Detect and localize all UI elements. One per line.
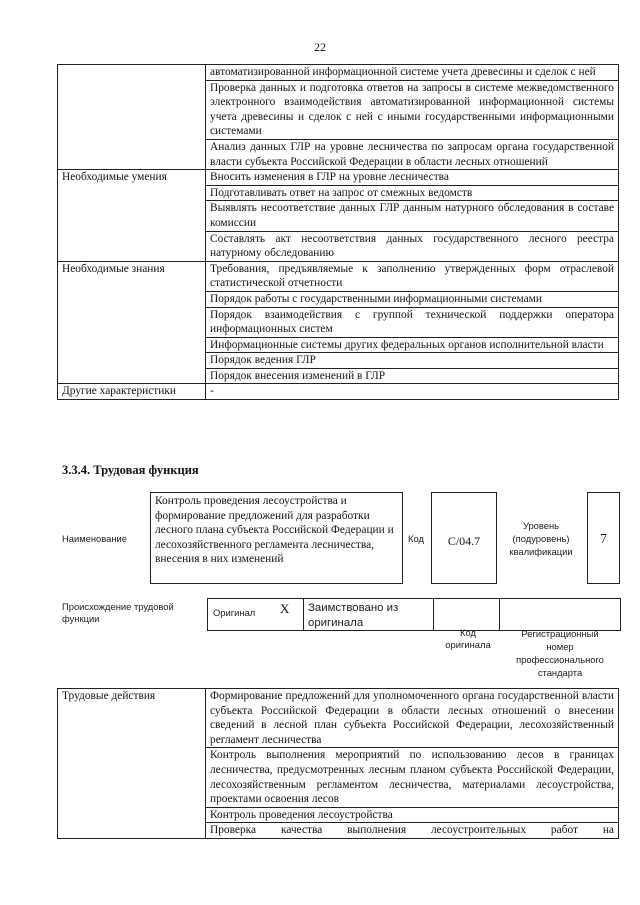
- function-name-box: Контроль проведения лесоустройства и формирование предложений для разработки лесного плана субъекта Российской Федерации и лесохозяйственного регламента лесничества, внесения в них изменений: [150, 492, 403, 584]
- code-original-label: Код оригинала: [445, 627, 491, 650]
- table-cell: Порядок работы с государственными информационными системами: [206, 291, 619, 307]
- table-cell: Контроль выполнения мероприятий по использованию лесов в границах лесничества, предусмотренных лесным планом субъекта Российской Федерации, лесохозяйственным регламентом лесничества, материалами лесоустройства, проектами освоения лесов: [206, 748, 619, 807]
- table-cell: Проверка качества выполнения лесоустроительных работ на: [206, 823, 619, 839]
- code-original-cell: [434, 599, 500, 631]
- table-row: [208, 599, 621, 631]
- table-cell: Проверка данных и подготовка ответов на запросы в системе межведомственного электронного взаимодействия автоматизированной информационной системы учета древесины и сделок с ней с иными государственными информационными системами: [206, 80, 619, 139]
- table-row: [58, 261, 619, 291]
- table-cell: Выявлять несоответствие данных ГЛР данным натурного обследования в составе комиссии: [206, 201, 619, 231]
- function-code-box: C/04.7: [431, 492, 497, 584]
- row-label-other: Другие характеристики: [58, 384, 206, 400]
- table-cell: Контроль проведения лесоустройства: [206, 807, 619, 823]
- section-heading: 3.3.4. Трудовая функция: [62, 463, 199, 477]
- table-cell: Анализ данных ГЛР на уровне лесничества по запросам органа государственной власти субъекта Российской Федерации в области лесных отношений: [206, 139, 619, 169]
- table-cell: Требования, предъявляемые к заполнению утвержденных форм отраслевой статистической отчетности: [206, 261, 619, 291]
- table-cell: Подготавливать ответ на запрос от смежных ведомств: [206, 185, 619, 201]
- name-label: Наименование: [62, 533, 127, 544]
- row-label-skills: Необходимые умения: [58, 170, 206, 262]
- page-number: 22: [314, 40, 326, 54]
- qualification-level-label: Уровень (подуровень) квалификации: [509, 520, 573, 557]
- reg-number-label: Регистрационный номер профессионального стандарта: [516, 628, 604, 678]
- row-label: [58, 65, 206, 170]
- table-cell: Информационные системы других федеральных органов исполнительной власти: [206, 337, 619, 353]
- code-label: Код: [408, 533, 424, 544]
- skills-knowledge-table: [57, 64, 619, 400]
- row-label-actions: Трудовые действия: [58, 689, 206, 839]
- qualification-level-box: 7: [587, 492, 620, 584]
- table-cell: Вносить изменения в ГЛР на уровне лесничества: [206, 170, 619, 186]
- original-label: Оригинал: [213, 607, 256, 618]
- row-label-knowledge: Необходимые знания: [58, 261, 206, 384]
- table-cell: Порядок ведения ГЛР: [206, 353, 619, 369]
- table-row: [58, 170, 619, 186]
- table-cell: Формирование предложений для уполномоченного органа государственной власти субъекта Российской Федерации в области лесных отношений о внесении сведений в лесной план субъекта Российской Федерации, лесохозяйственный регламент лесничества: [206, 689, 619, 748]
- table-cell: Порядок внесения изменений в ГЛР: [206, 368, 619, 384]
- labor-actions-table: [57, 688, 619, 839]
- original-mark: X: [280, 601, 290, 616]
- original-cell: [208, 599, 304, 631]
- table-cell: Составлять акт несоответствия данных государственного лесного реестра натурному обследованию: [206, 231, 619, 261]
- borrowed-cell: Заимствовано из оригинала: [304, 599, 434, 631]
- table-row: [58, 689, 619, 748]
- table-row: [58, 65, 619, 81]
- table-cell: Порядок взаимодействия с группой технической поддержки оператора информационных систем: [206, 307, 619, 337]
- reg-number-cell: [500, 599, 621, 631]
- origin-label: Происхождение трудовой функции: [62, 601, 174, 624]
- table-cell: автоматизированной информационной системе учета древесины и сделок с ней: [206, 65, 619, 81]
- table-cell: -: [206, 384, 619, 400]
- table-row: [58, 384, 619, 400]
